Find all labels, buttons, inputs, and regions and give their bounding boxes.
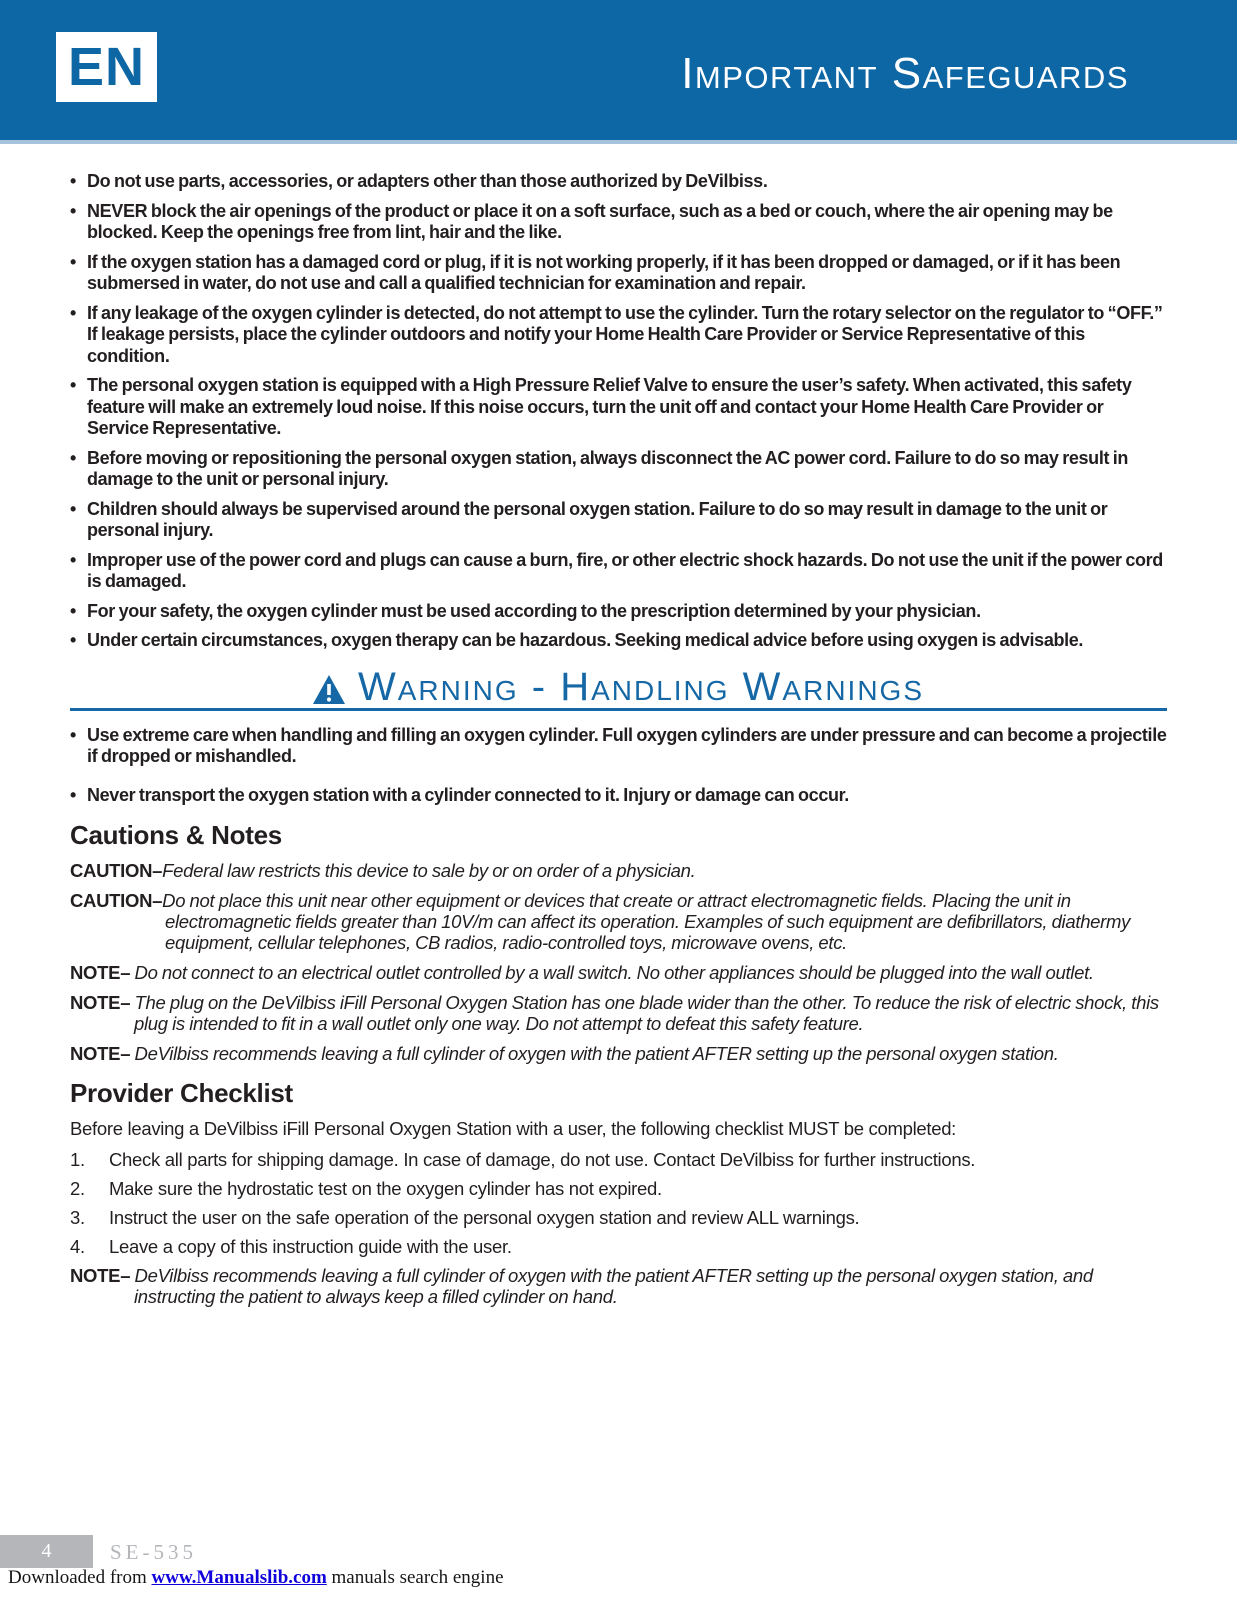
checklist-item-number: 4. <box>70 1236 85 1257</box>
checklist-item-text: Check all parts for shipping damage. In case of damage, do not use. Contact DeVilbiss for further instructions. <box>109 1149 976 1170</box>
note-label: NOTE– <box>70 992 135 1013</box>
note-label: NOTE– <box>70 1043 135 1064</box>
page-number: 4 <box>41 1540 52 1562</box>
checklist-item <box>70 1236 1167 1257</box>
provider-checklist-heading: Provider Checklist <box>70 1078 293 1108</box>
safeguard-bullet <box>70 375 1167 440</box>
warning-bullet-text: Never transport the oxygen station with a cylinder connected to it. Injury or damage can occur. <box>87 784 849 805</box>
watermark-suffix: manuals search engine <box>326 1567 504 1588</box>
safeguard-bullet <box>70 171 1167 193</box>
safeguard-text: Children should always be supervised around the personal oxygen station. Failure to do so may result in damage to the unit or personal injury. <box>87 498 1108 540</box>
cautions-notes-heading: Cautions & Notes <box>70 820 282 850</box>
safeguard-bullet <box>70 448 1167 491</box>
bullet-marker: • <box>70 375 76 395</box>
safeguard-text: For your safety, the oxygen cylinder must be used according to the prescription determined by your physician. <box>87 600 981 621</box>
safeguard-bullet <box>70 550 1167 593</box>
bullet-marker: • <box>70 630 76 650</box>
bullet-marker: • <box>70 498 76 519</box>
safeguard-text: If the oxygen station has a damaged cord or plug, if it is not working properly, if it has been dropped or damaged, or if it has been submersed in water, do not use and call a qualified technician for examination and repair. <box>87 251 1121 293</box>
warning-icon <box>313 675 345 704</box>
warning-bullet-text: Use extreme care when handling and filling an oxygen cylinder. Full oxygen cylinders are under pressure and can become a projectile if dropped or mishandled. <box>87 724 1167 766</box>
language-badge-label: EN <box>67 37 145 97</box>
safeguard-text: Do not use parts, accessories, or adapters other than those authorized by DeVilbiss. <box>87 171 768 191</box>
bullet-marker: • <box>70 171 76 191</box>
safeguard-bullet <box>70 630 1167 652</box>
checklist-item-number: 2. <box>70 1178 85 1199</box>
bullet-marker: • <box>70 724 76 745</box>
bullet-marker: • <box>70 302 76 323</box>
safeguard-text: If any leakage of the oxygen cylinder is detected, do not attempt to use the cylinder. Turn the rotary selector on the regulator to “OFF.” If leakage persists, place the cylinder outdoors and notify your Home Health Care Provider or Service Representative of this condition. <box>87 302 1163 366</box>
note-text: DeVilbiss recommends leaving a full cylinder of oxygen with the patient AFTER setting up the personal oxygen station. <box>134 1043 1059 1064</box>
warning-heading <box>70 666 1167 711</box>
note-item <box>70 1043 1167 1064</box>
bullet-marker: • <box>70 600 76 621</box>
checklist-item-text: Make sure the hydrostatic test on the oxygen cylinder has not expired. <box>109 1178 662 1199</box>
checklist-item <box>70 1178 1167 1199</box>
caution-text: Federal law restricts this device to sale by or on order of a physician. <box>162 860 696 881</box>
note-item <box>70 992 1167 1034</box>
safeguard-bullet <box>70 499 1167 542</box>
warning-bullet <box>70 785 1167 807</box>
page-header <box>0 0 1237 144</box>
safeguard-text: Before moving or repositioning the personal oxygen station, always disconnect the AC power cord. Failure to do so may result in damage to the unit or personal injury. <box>87 447 1129 489</box>
note-item <box>70 962 1167 983</box>
caution-item <box>70 890 1167 953</box>
bullet-marker: • <box>70 784 76 805</box>
bullet-marker: • <box>70 200 76 221</box>
provider-checklist-list <box>70 1149 1167 1257</box>
warning-bullet <box>70 725 1167 768</box>
safeguard-bullet <box>70 252 1167 295</box>
checklist-item <box>70 1207 1167 1228</box>
safeguard-text: NEVER block the air openings of the product or place it on a soft surface, such as a bed or couch, where the air opening may be blocked. Keep the openings free from lint, hair and the like. <box>87 200 1113 242</box>
safeguard-text: Improper use of the power cord and plugs can cause a burn, fire, or other electric shock hazards. Do not use the unit if the power cord is damaged. <box>87 549 1163 591</box>
note-item <box>70 1265 1167 1307</box>
page-content <box>0 144 1237 1307</box>
document-code: SE-535 <box>110 1540 197 1564</box>
page-title: Important Safeguards <box>681 49 1129 98</box>
bullet-marker: • <box>70 251 76 272</box>
manualslib-link[interactable]: www.Manualslib.com <box>151 1567 327 1588</box>
note-label: NOTE– <box>70 1265 135 1286</box>
note-text: Do not connect to an electrical outlet controlled by a wall switch. No other appliances should be plugged into the wall outlet. <box>134 962 1094 983</box>
caution-label: CAUTION– <box>70 890 163 911</box>
safeguard-bullet <box>70 303 1167 368</box>
warning-heading-label: Warning - Handling Warnings <box>358 664 924 709</box>
language-badge <box>56 32 157 102</box>
download-watermark <box>8 1567 504 1589</box>
caution-label: CAUTION– <box>70 860 163 881</box>
note-text: DeVilbiss recommends leaving a full cylinder of oxygen with the patient AFTER setting up the personal oxygen station, and instructing the patient to always keep a filled cylinder on hand. <box>134 1265 1093 1307</box>
warning-bullet-list <box>70 725 1167 807</box>
checklist-item-text: Leave a copy of this instruction guide with the user. <box>109 1236 512 1257</box>
page-number-box <box>0 1535 93 1568</box>
watermark-prefix: Downloaded from <box>8 1567 152 1588</box>
note-label: NOTE– <box>70 962 135 983</box>
safeguard-text: Under certain circumstances, oxygen therapy can be hazardous. Seeking medical advice before using oxygen is advisable. <box>87 630 1084 650</box>
safeguard-text: The personal oxygen station is equipped with a High Pressure Relief Valve to ensure the user’s safety. When activated, this safety feature will make an extremely loud noise. If this noise occurs, turn the unit off and contact your Home Health Care Provider or Service Representative. <box>87 375 1132 438</box>
safeguards-list <box>70 171 1167 652</box>
checklist-item-number: 1. <box>70 1149 85 1170</box>
caution-text: Do not place this unit near other equipment or devices that create or attract electromagnetic fields. Placing the unit in electromagnetic fields greater than 10V/m can affect its operation. Examples of such equipment are defibrillators, diathermy equipment, cellular telephones, CB radios, radio-controlled toys, microwave ovens, etc. <box>162 890 1131 953</box>
bullet-marker: • <box>70 549 76 570</box>
caution-item <box>70 860 1167 881</box>
checklist-item-number: 3. <box>70 1207 85 1228</box>
bullet-marker: • <box>70 447 76 468</box>
safeguard-bullet <box>70 201 1167 244</box>
note-text: The plug on the DeVilbiss iFill Personal Oxygen Station has one blade wider than the other. To reduce the risk of electric shock, this plug is intended to fit in a wall outlet only one way. Do not attempt to defeat this safety feature. <box>134 992 1159 1034</box>
provider-checklist-intro: Before leaving a DeVilbiss iFill Personal Oxygen Station with a user, the following checklist MUST be completed: <box>70 1118 957 1139</box>
checklist-item-text: Instruct the user on the safe operation of the personal oxygen station and review ALL warnings. <box>109 1207 860 1228</box>
checklist-item <box>70 1149 1167 1170</box>
safeguard-bullet <box>70 601 1167 623</box>
